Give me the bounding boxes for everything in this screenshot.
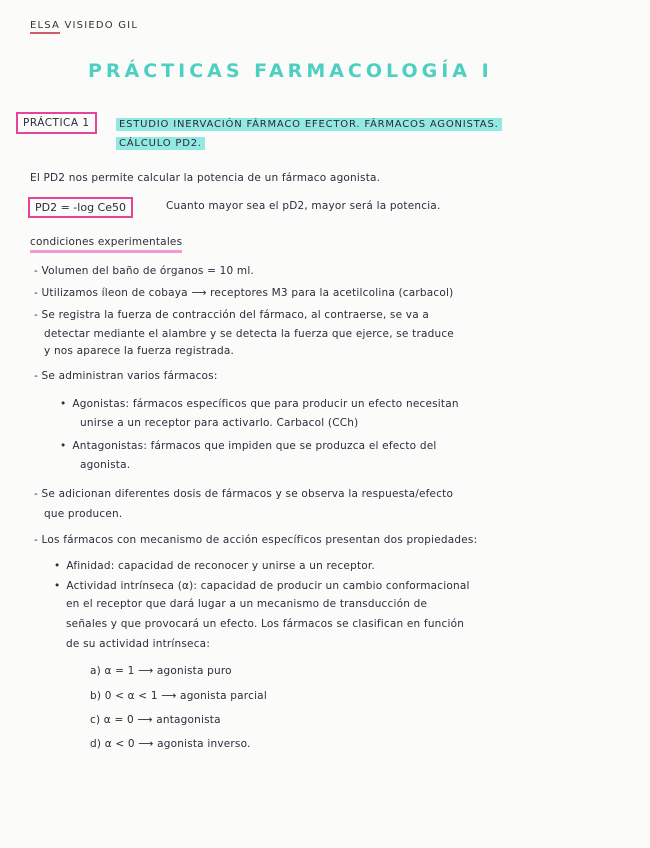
bullet-administer: - Se administran varios fármacos:	[34, 370, 218, 382]
intro-line-2: Cuanto mayor sea el pD2, mayor será la potencia.	[166, 200, 441, 212]
intrinsic-line1	[54, 580, 470, 592]
bullet-dot: •	[60, 398, 67, 410]
intrinsic-line2: en el receptor que dará lugar a un mecanismo de transducción de	[66, 598, 428, 610]
antagonists-line1	[60, 440, 436, 452]
intro-line-1: El PD2 nos permite calcular la potencia de un fármaco agonista.	[30, 172, 381, 184]
bullet-doses-line2: que producen.	[44, 508, 123, 520]
affinity-line	[54, 560, 375, 572]
bullet-dot: •	[54, 560, 61, 572]
bullet-dot: •	[54, 580, 61, 592]
affinity-text: Afinidad: capacidad de reconocer y unirse a un receptor.	[66, 560, 375, 572]
class-c: c) α = 0 ⟶ antagonista	[90, 714, 221, 726]
practice-subtitle-text1: ESTUDIO INERVACIÓN FÁRMACO EFECTOR. FÁRMACOS AGONISTAS.	[116, 118, 502, 131]
class-d: d) α < 0 ⟶ agonista inverso.	[90, 738, 251, 750]
conditions-heading: condiciones experimentales	[30, 236, 182, 253]
class-a: a) α = 1 ⟶ agonista puro	[90, 665, 232, 677]
bullet-ileon: - Utilizamos íleon de cobaya ⟶ receptores M3 para la acetilcolina (carbacol)	[34, 287, 454, 299]
bullet-dot: •	[60, 440, 67, 452]
bullet-properties: - Los fármacos con mecanismo de acción específicos presentan dos propiedades:	[34, 534, 478, 546]
intrinsic-text1: Actividad intrínseca (α): capacidad de producir un cambio conformacional	[66, 580, 470, 592]
practice-subtitle-line1	[116, 119, 502, 130]
intrinsic-line4: de su actividad intrínseca:	[66, 638, 211, 650]
author-name	[30, 20, 138, 31]
bullet-volume: - Volumen del baño de órganos = 10 ml.	[34, 265, 254, 277]
bullet-register-line2: detectar mediante el alambre y se detecta la fuerza que ejerce, se traduce	[44, 328, 454, 340]
author-last-name: VISIEDO GIL	[64, 20, 139, 31]
practice-subtitle-text2: CÁLCULO PD2.	[116, 137, 205, 150]
page-title: PRÁCTICAS FARMACOLOGÍA I	[88, 60, 493, 82]
author-first-name: ELSA	[30, 20, 60, 34]
practice-subtitle-line2	[116, 138, 205, 149]
antagonists-line2: agonista.	[80, 459, 131, 471]
pd2-formula-box: PD2 = -log Ce50	[28, 197, 133, 218]
antagonists-text1: Antagonistas: fármacos que impiden que se produzca el efecto del	[72, 440, 437, 452]
bullet-doses-line1: - Se adicionan diferentes dosis de fármacos y se observa la respuesta/efecto	[34, 488, 454, 500]
class-b: b) 0 < α < 1 ⟶ agonista parcial	[90, 690, 267, 702]
agonists-line1	[60, 398, 459, 410]
agonists-line2: unirse a un receptor para activarlo. Carbacol (CCh)	[80, 417, 359, 429]
practice-label-box: PRÁCTICA 1	[16, 112, 97, 134]
agonists-text1: Agonistas: fármacos específicos que para producir un efecto necesitan	[72, 398, 459, 410]
bullet-register-line1: - Se registra la fuerza de contracción del fármaco, al contraerse, se va a	[34, 309, 430, 321]
intrinsic-line3: señales y que provocará un efecto. Los fármacos se clasifican en función	[66, 618, 465, 630]
bullet-register-line3: y nos aparece la fuerza registrada.	[44, 345, 235, 357]
